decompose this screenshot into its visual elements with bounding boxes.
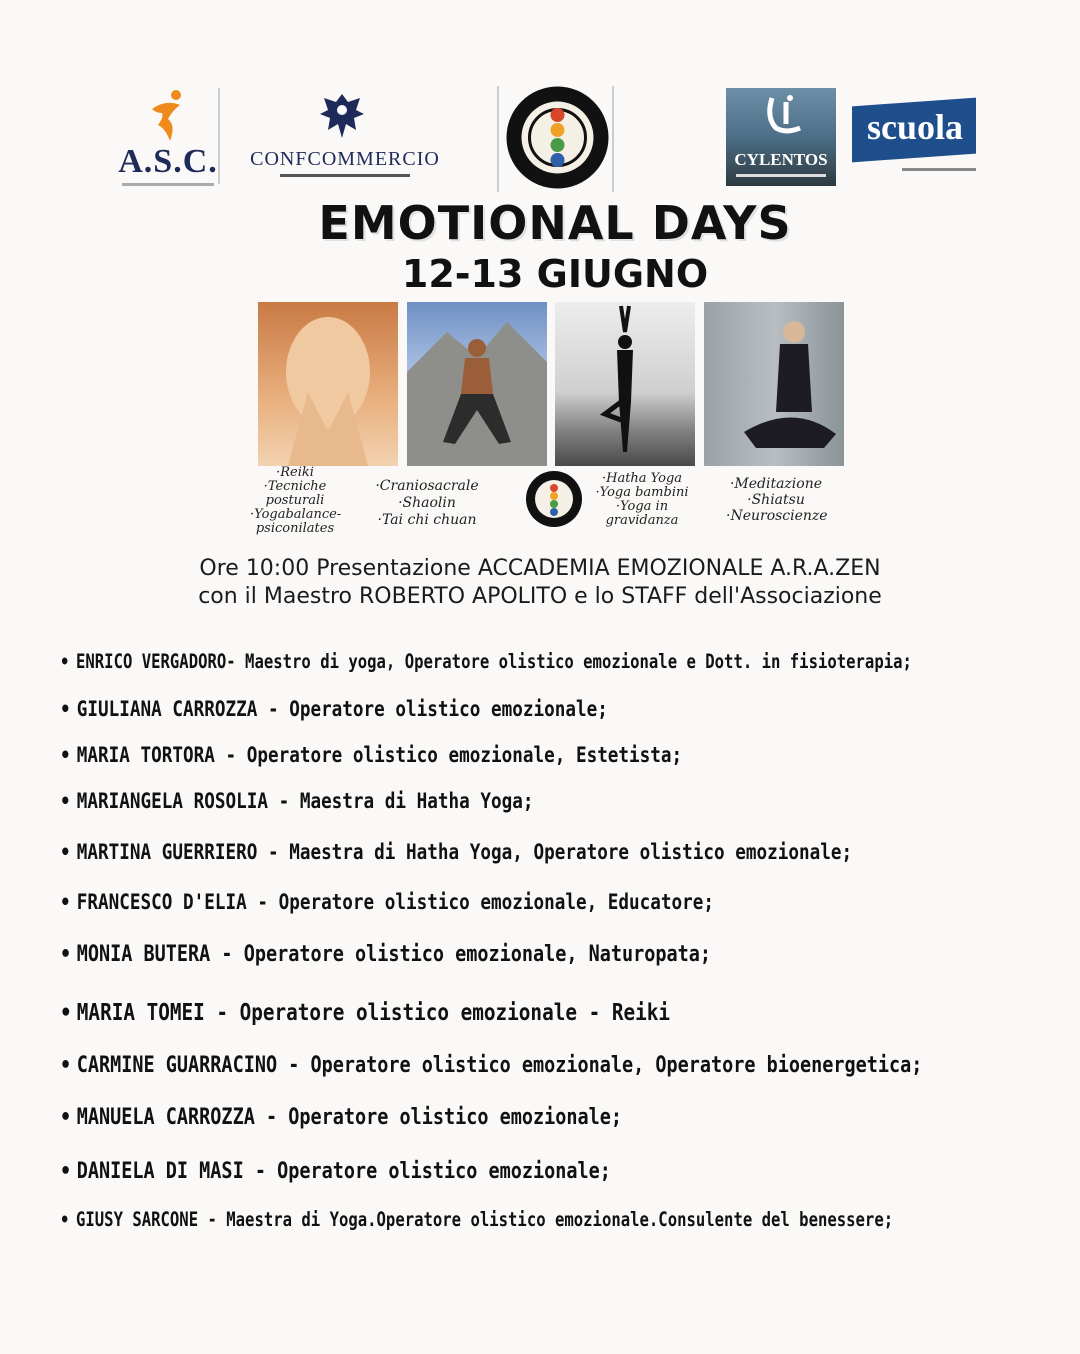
asc-logo-text: A.S.C. xyxy=(118,143,218,180)
scuola-logo-text: scuola xyxy=(866,107,963,147)
staff-item-text: ENRICO VERGADORO- Maestro di yoga, Operatore olistico emozionale e Dott. in fisioterapia; xyxy=(76,650,912,673)
staff-item-text: MARIA TORTORA - Operatore olistico emozionale, Estetista; xyxy=(76,743,683,767)
caption-shaolin: ·Craniosacrale ·Shaolin ·Tai chi chuan xyxy=(375,478,479,528)
staff-item-text: MONIA BUTERA - Operatore olistico emozionale, Naturopata; xyxy=(76,942,711,967)
staff-item: • MARIANGELA ROSOLIA - Maestra di Hatha Yoga; xyxy=(60,789,534,813)
confcommercio-logo xyxy=(250,90,440,180)
staff-item: • MANUELA CARROZZA - Operatore olistico emozionale; xyxy=(60,1105,622,1130)
staff-item-text: FRANCESCO D'ELIA - Operatore olistico emozionale, Educatore; xyxy=(76,890,715,914)
staff-item: • MARIA TORTORA - Operatore olistico emozionale, Estetista; xyxy=(60,743,683,767)
event-date: 12-13 GIUGNO xyxy=(401,252,709,296)
logo-divider xyxy=(218,88,220,184)
yoga-photo xyxy=(555,302,695,466)
staff-item-text: MARIA TOMEI - Operatore olistico emozionale - Reiki xyxy=(76,1000,671,1026)
staff-item-text: MANUELA CARROZZA - Operatore olistico emozionale; xyxy=(76,1105,622,1130)
cylentos-tagline xyxy=(736,174,826,177)
staff-item: • GIULIANA CARROZZA - Operatore olistico emozionale; xyxy=(60,697,608,721)
staff-item-text: DANIELA DI MASI - Operatore olistico emozionale; xyxy=(76,1159,611,1184)
cylentos-emblem-icon xyxy=(756,94,806,140)
event-title: EMOTIONAL DAYS xyxy=(318,196,792,250)
logo-divider xyxy=(497,86,499,192)
reiki-photo xyxy=(258,302,398,466)
staff-item-text: MARIANGELA ROSOLIA - Maestra di Hatha Yoga; xyxy=(76,789,534,813)
confcommercio-tagline xyxy=(280,174,410,177)
academy-emblem-icon xyxy=(505,85,610,190)
staff-item: • GIUSY SARCONE - Maestra di Yoga.Operatore olistico emozionale.Consulente del benessere; xyxy=(60,1208,894,1231)
meditation-photo xyxy=(704,302,844,466)
staff-item-text: GIULIANA CARROZZA - Operatore olistico emozionale; xyxy=(76,697,608,721)
staff-item: • DANIELA DI MASI - Operatore olistico emozionale; xyxy=(60,1159,611,1184)
presentation-line-1: Ore 10:00 Presentazione ACCADEMIA EMOZIONALE A.R.A.ZEN xyxy=(199,556,881,581)
staff-item: • MARTINA GUERRIERO - Maestra di Hatha Yoga, Operatore olistico emozionale; xyxy=(60,840,853,864)
staff-item: • ENRICO VERGADORO- Maestro di yoga, Operatore olistico emozionale e Dott. in fisioterapia; xyxy=(60,650,912,673)
staff-item: • CARMINE GUARRACINO - Operatore olistico emozionale, Operatore bioenergetica; xyxy=(60,1053,923,1078)
asc-tagline xyxy=(122,183,214,186)
caption-yoga: ·Hatha Yoga ·Yoga bambini ·Yoga in gravidanza xyxy=(595,471,689,528)
staff-item-text: GIUSY SARCONE - Maestra di Yoga.Operatore olistico emozionale.Consulente del benessere; xyxy=(76,1208,894,1231)
scuola-logo xyxy=(852,100,980,178)
asc-logo xyxy=(118,85,218,185)
logo-divider xyxy=(612,86,614,192)
small-academy-emblem-icon xyxy=(525,470,583,528)
arazen-academy-logo xyxy=(505,85,610,190)
cylentos-hotel-logo xyxy=(726,88,836,186)
staff-item-text: CARMINE GUARRACINO - Operatore olistico emozionale, Operatore bioenergetica; xyxy=(76,1053,923,1078)
scuola-tagline xyxy=(902,168,976,171)
eagle-icon xyxy=(316,92,368,140)
staff-item: • FRANCESCO D'ELIA - Operatore olistico emozionale, Educatore; xyxy=(60,890,715,914)
cylentos-logo-text: CYLENTOS xyxy=(734,150,828,169)
athlete-icon xyxy=(146,89,186,145)
caption-meditation: ·Meditazione ·Shiatsu ·Neuroscienze xyxy=(726,476,828,524)
presentation-line-2: con il Maestro ROBERTO APOLITO e lo STAFF dell'Associazione xyxy=(198,584,882,609)
shaolin-photo xyxy=(407,302,547,466)
confcommercio-logo-text: CONFCOMMERCIO xyxy=(250,148,440,170)
staff-item: • MONIA BUTERA - Operatore olistico emozionale, Naturopata; xyxy=(60,942,711,967)
staff-item-text: MARTINA GUERRIERO - Maestra di Hatha Yoga, Operatore olistico emozionale; xyxy=(76,840,853,864)
caption-reiki: ·Reiki ·Tecniche posturali ·Yogabalance- psiconilates xyxy=(250,465,342,536)
staff-item: • MARIA TOMEI - Operatore olistico emozionale - Reiki xyxy=(60,1000,671,1026)
